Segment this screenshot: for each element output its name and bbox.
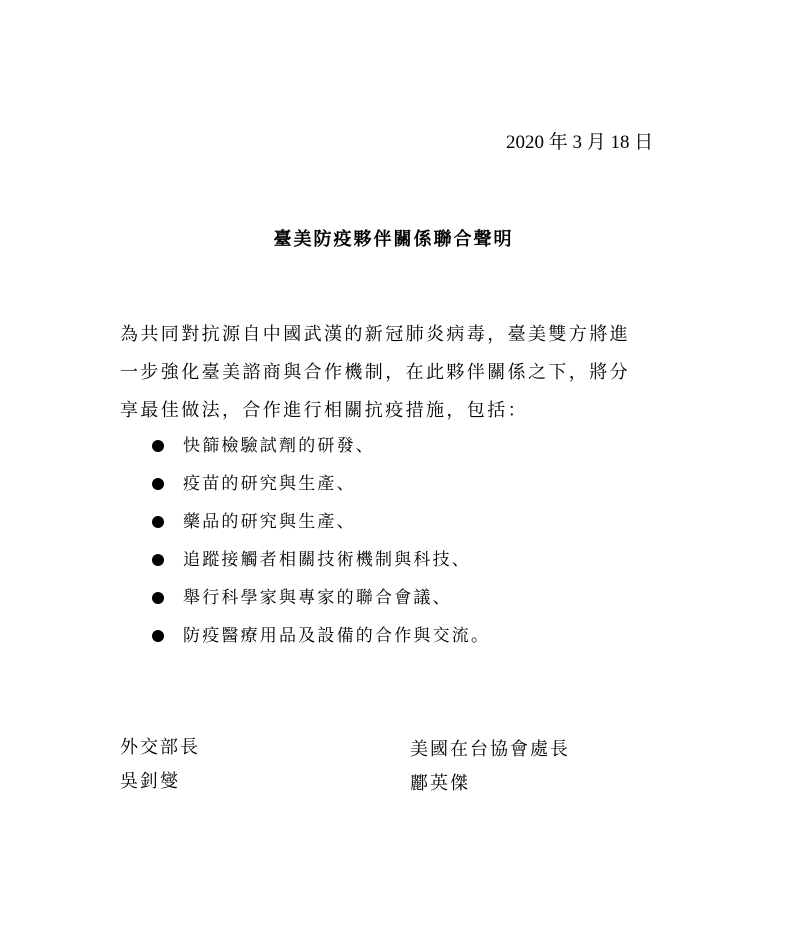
signatory-left	[120, 731, 200, 799]
signatory-title: 外交部長	[120, 737, 200, 758]
paragraph-line: 一步強化臺美諮商與合作機制，在此夥伴關係之下，將分	[120, 362, 630, 383]
paragraph-line: 為共同對抗源自中國武漢的新冠肺炎病毒，臺美雙方將進	[120, 324, 630, 345]
bullet-icon	[152, 554, 164, 566]
document-title: 臺美防疫夥伴關係聯合聲明	[273, 229, 514, 250]
list-item-text: 舉行科學家與專家的聯合會議、	[183, 588, 452, 608]
signatory-right	[410, 733, 570, 801]
bullet-icon	[152, 516, 164, 528]
intro-paragraph	[120, 316, 680, 430]
list-item-text: 疫苗的研究與生產、	[183, 474, 356, 494]
bullet-icon	[152, 440, 164, 452]
bullet-icon	[152, 630, 164, 642]
list-item-text: 藥品的研究與生產、	[183, 512, 356, 532]
bullet-icon	[152, 592, 164, 604]
list-item-text: 快篩檢驗試劑的研發、	[183, 436, 375, 456]
signatory-title: 美國在台協會處長	[410, 739, 570, 760]
signatory-name: 吳釗燮	[120, 771, 180, 792]
bullet-icon	[152, 478, 164, 490]
paragraph-line: 享最佳做法，合作進行相關抗疫措施，包括：	[120, 400, 528, 421]
document-date: 2020 年 3 月 18 日	[506, 132, 654, 153]
signatory-name: 酈英傑	[410, 773, 470, 794]
list-item-text: 追蹤接觸者相關技術機制與科技、	[183, 550, 471, 570]
list-item-text: 防疫醫療用品及設備的合作與交流。	[183, 626, 491, 646]
